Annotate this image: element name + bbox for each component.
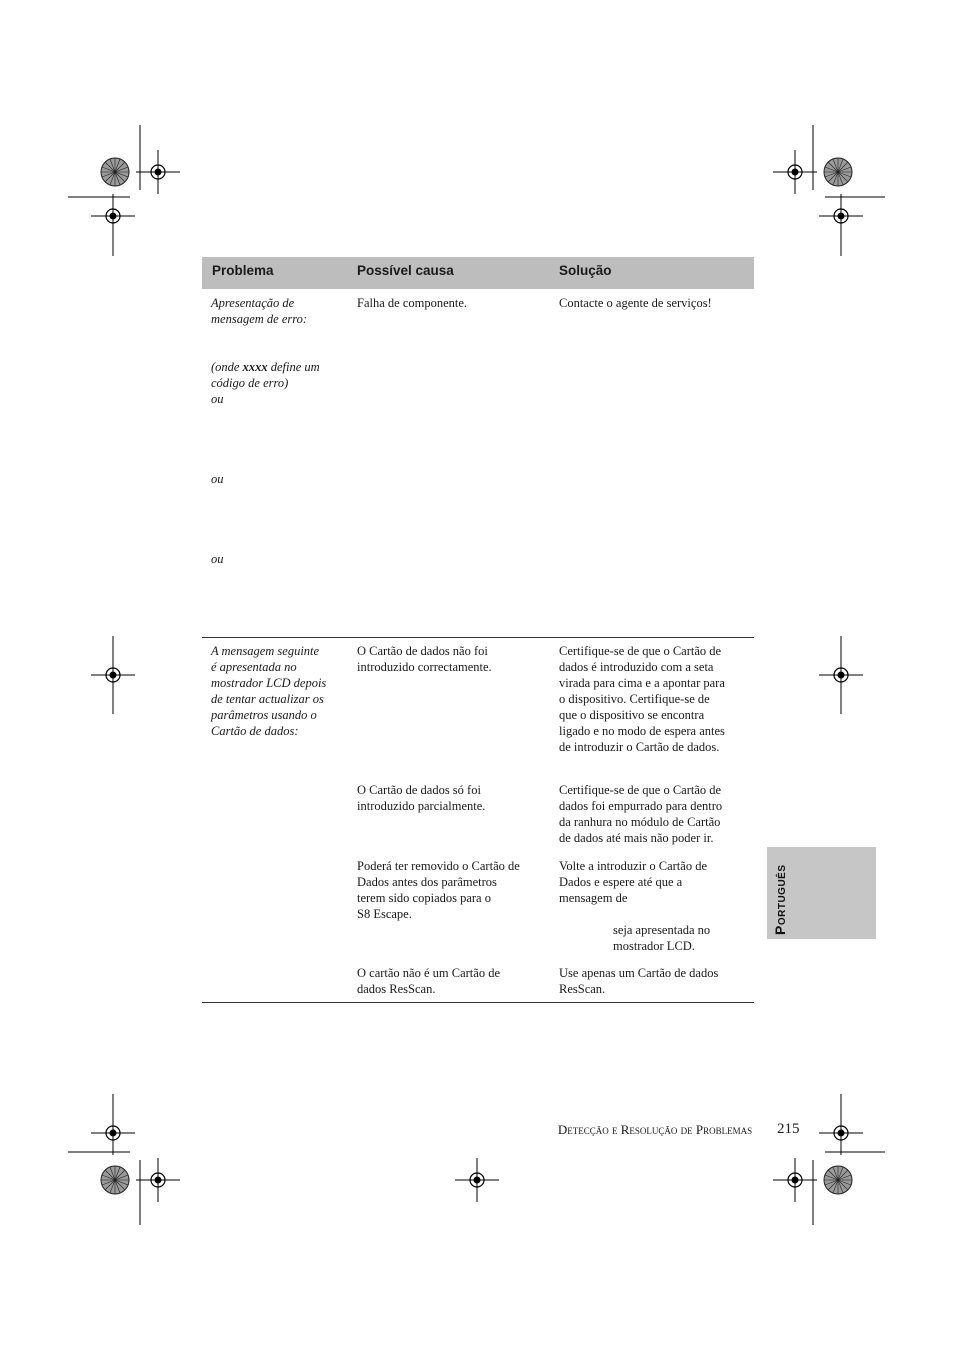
header-problem: Problema <box>212 263 274 278</box>
row1-or-3: ou <box>211 552 224 566</box>
row2-solution-1: Certifique-se de que o Cartão de dados é introduzido com a seta virada para cima e a apontar para o dispositivo. Certifique-se de que o dispositivo se encontra ligado e no modo de espera antes de introduzir o Cartão de dados. <box>559 644 725 754</box>
row1-problem-code-note: (onde xxxx define um código de erro) <box>211 360 320 390</box>
error-code: xxxx <box>242 360 268 374</box>
table-header <box>202 257 754 289</box>
row1-or-2: ou <box>211 472 224 486</box>
row-divider <box>202 637 754 638</box>
page-number: 215 <box>777 1121 800 1137</box>
language-tab-label: Português <box>772 864 788 935</box>
row1-solution: Contacte o agente de serviços! <box>559 296 712 310</box>
row2-cause-1: O Cartão de dados não foi introduzido correctamente. <box>357 644 492 674</box>
row2-solution-3: Volte a introduzir o Cartão de Dados e espere até que a mensagem de <box>559 859 707 905</box>
row2-solution-3-cont: seja apresentada no mostrador LCD. <box>613 923 711 953</box>
row1-or-1: ou <box>211 392 224 406</box>
row2-cause-2: O Cartão de dados só foi introduzido parcialmente. <box>357 783 486 813</box>
row1-problem: Apresentação de mensagem de erro: <box>211 296 308 326</box>
footer-section-title: Detecção e Resolução de Problemas <box>557 1122 753 1137</box>
row2-cause-4: O cartão não é um Cartão de dados ResScan. <box>357 966 500 996</box>
table-bottom-rule <box>202 1002 754 1003</box>
row2-solution-4: Use apenas um Cartão de dados ResScan. <box>559 966 719 996</box>
header-cause: Possível causa <box>357 263 454 278</box>
row1-cause: Falha de componente. <box>357 296 468 310</box>
header-solution: Solução <box>559 263 612 278</box>
row2-problem: A mensagem seguinte é apresentada no mostrador LCD depois de tentar actualizar os parâmetros usando o Cartão de dados: <box>211 644 327 738</box>
row2-solution-2: Certifique-se de que o Cartão de dados foi empurrado para dentro da ranhura no módulo de Cartão de dados até mais não poder ir. <box>559 783 723 845</box>
row2-cause-3: Poderá ter removido o Cartão de Dados antes dos parâmetros terem sido copiados para o S8 Escape. <box>357 859 520 921</box>
